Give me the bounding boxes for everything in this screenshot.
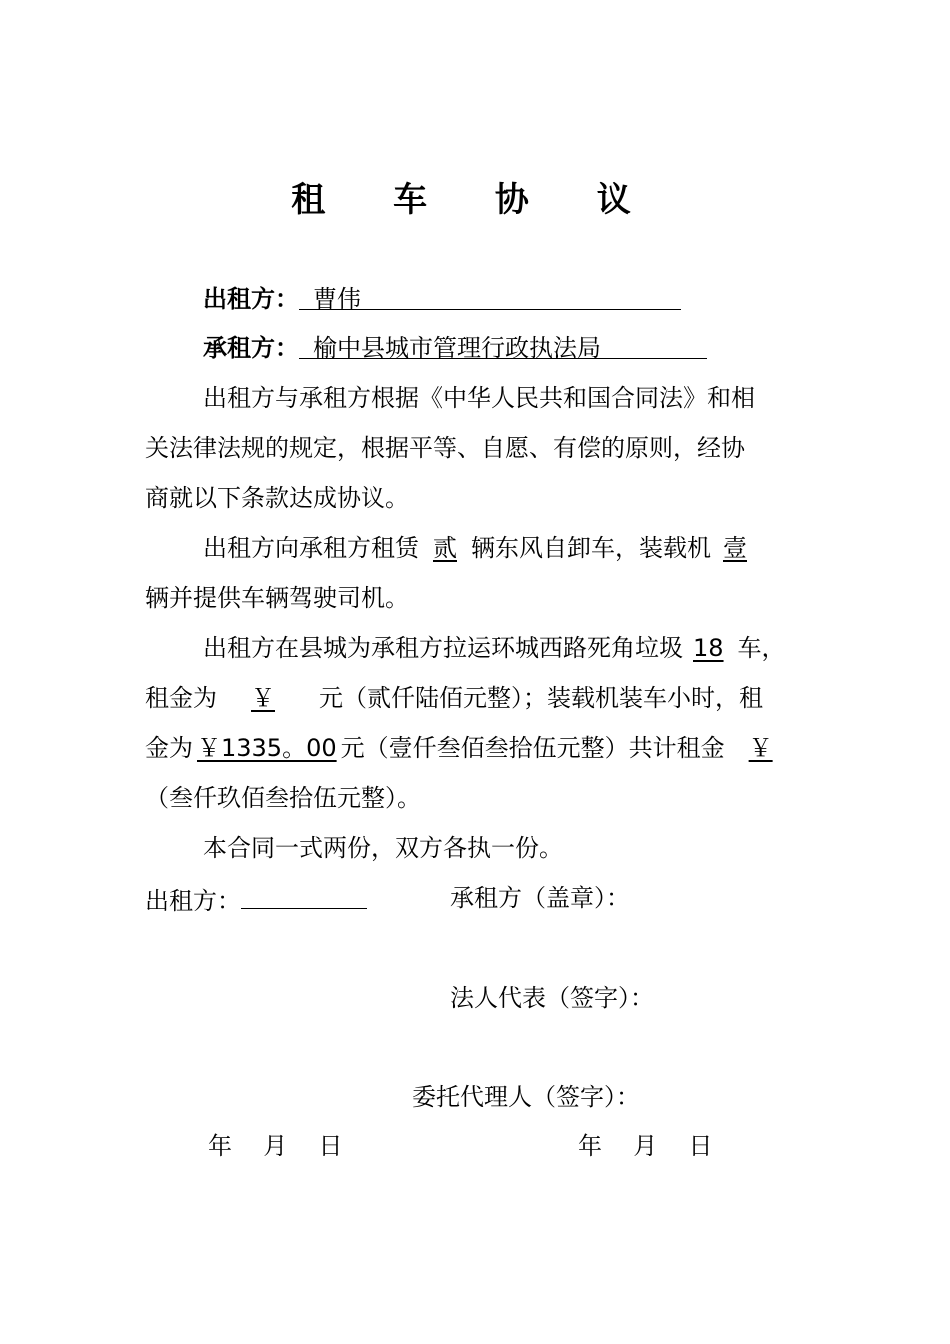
lease-text-b: 辆东风自卸车，装载机 — [471, 534, 711, 562]
lessor-name-field — [299, 283, 681, 313]
date-left: 年 月 日 — [208, 1132, 343, 1160]
sign-lessee-label: 承租方（盖章）： — [450, 884, 630, 912]
intro-line-3: 商就以下条款达成协议。 — [145, 484, 409, 512]
sign-lessor-line — [145, 882, 367, 914]
lessor-name: 曹伟 — [313, 285, 361, 313]
legal-rep-label: 法人代表（签字）： — [450, 984, 654, 1012]
rent-line-1 — [145, 682, 763, 714]
rent2-text: 元（壹仟叁佰叁拾伍元整）共计租金 — [340, 734, 725, 762]
rent2-value: ￥1335。00 — [197, 734, 337, 762]
lessee-name: 榆中县城市管理行政执法局 — [313, 334, 601, 362]
sign-lessor-field — [241, 882, 367, 909]
lease-text-a: 出租方向承租方租赁 — [203, 534, 419, 562]
rent-line-2 — [145, 732, 775, 764]
truck-quantity: 贰 — [433, 534, 457, 562]
total-value: ￥ — [748, 734, 773, 762]
lessor-line — [203, 283, 681, 315]
lessor-label: 出租方： — [203, 285, 299, 313]
lessee-line — [203, 332, 707, 364]
rent1-text: 元（贰仟陆佰元整）；装载机装车小时，租 — [319, 684, 763, 712]
lessee-name-field — [299, 332, 707, 362]
rent1-value: ￥ — [251, 684, 275, 712]
haul-text-b: 车， — [737, 634, 786, 662]
rent1-label: 租金为 — [145, 684, 217, 712]
copies-line: 本合同一式两份，双方各执一份。 — [203, 834, 563, 862]
loader-quantity: 壹 — [723, 534, 747, 562]
sign-lessor-label: 出租方： — [145, 887, 241, 915]
document-title: 租 车 协 议 — [291, 180, 659, 220]
lease-line-2: 辆并提供车辆驾驶司机。 — [145, 584, 409, 612]
haul-text-a: 出租方在县城为承租方拉运环城西路死角垃圾 — [203, 634, 683, 662]
intro-line-2: 关法律法规的规定，根据平等、自愿、有偿的原则，经协 — [145, 434, 745, 462]
agent-label: 委托代理人（签字）： — [412, 1083, 640, 1111]
haul-line — [203, 632, 786, 664]
date-right: 年 月 日 — [578, 1132, 713, 1160]
lessee-label: 承租方： — [203, 334, 299, 362]
total-words: （叁仟玖佰叁拾伍元整）。 — [145, 784, 421, 812]
rent2-label: 金为 — [145, 734, 193, 762]
haul-count: 18 — [693, 634, 724, 662]
lease-line-1 — [203, 532, 747, 564]
intro-line-1: 出租方与承租方根据《中华人民共和国合同法》和相 — [203, 384, 755, 412]
